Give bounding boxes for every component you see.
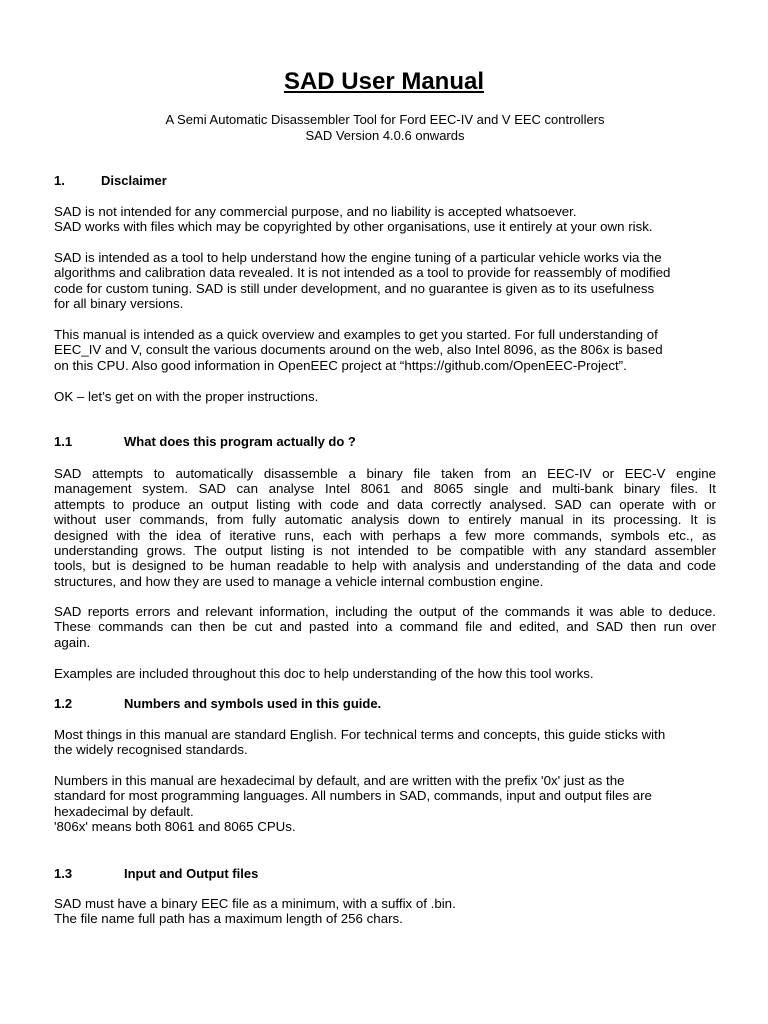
paragraph-line: SAD attempts to automatically disassemble a binary file taken from an EEC-IV or EEC-V engine bbox=[54, 466, 716, 481]
section-heading-disclaimer bbox=[54, 173, 167, 189]
paragraph-line: SAD is intended as a tool to help understand how the engine tuning of a particular vehicle works via the bbox=[54, 250, 662, 265]
paragraph-1-3-1 bbox=[54, 896, 716, 927]
paragraph-line: algorithms and calibration data revealed. It is not intended as a tool to provide for reassembly of modified bbox=[54, 265, 671, 281]
paragraph-line: Numbers in this manual are hexadecimal by default, and are written with the prefix '0x' just as the bbox=[54, 773, 625, 788]
section-heading-1-1 bbox=[54, 434, 356, 450]
document-title: SAD User Manual bbox=[283, 68, 485, 95]
section-title: Input and Output files bbox=[124, 866, 259, 881]
paragraph-line: Most things in this manual are standard English. For technical terms and concepts, this guide sticks with bbox=[54, 727, 666, 742]
paragraph-line: Examples are included throughout this doc to help understanding of the how this tool works. bbox=[54, 666, 594, 681]
paragraph-disclaimer-3 bbox=[54, 327, 716, 373]
section-number: 1. bbox=[54, 173, 65, 188]
section-title: Numbers and symbols used in this guide. bbox=[124, 696, 382, 711]
section-title: What does this program actually do ? bbox=[124, 434, 356, 449]
paragraph-line: the widely recognised standards. bbox=[54, 742, 248, 758]
section-title: Disclaimer bbox=[101, 173, 167, 188]
paragraph-line: for all binary versions. bbox=[54, 296, 184, 312]
paragraph-line: hexadecimal by default. bbox=[54, 803, 194, 819]
paragraph-line: SAD reports errors and relevant information, including the output of the commands it was able to deduce. bbox=[54, 604, 716, 619]
paragraph-1-2-1 bbox=[54, 727, 716, 758]
paragraph-disclaimer-1 bbox=[54, 204, 716, 235]
paragraph-line: SAD is not intended for any commercial purpose, and no liability is accepted whatsoever. bbox=[54, 204, 577, 219]
paragraph-line: designed with the idea of iterative runs, each with perhaps a few more commands, symbols etc., as bbox=[54, 527, 716, 543]
section-number: 1.2 bbox=[54, 696, 73, 711]
paragraph-line: structures, and how they are used to manage a vehicle internal combustion engine. bbox=[54, 573, 544, 589]
paragraph-line: code for custom tuning. SAD is still under development, and no guarantee is given as to its usefulness bbox=[54, 280, 655, 296]
paragraph-line: management system. SAD can analyse Intel 8061 and 8065 single and multi-bank binary files. It bbox=[54, 481, 716, 497]
paragraph-line: OK – let’s get on with the proper instructions. bbox=[54, 389, 319, 404]
paragraph-1-1-2 bbox=[54, 604, 716, 650]
paragraph-1-2-2 bbox=[54, 773, 716, 835]
paragraph-1-1-1 bbox=[54, 466, 716, 589]
paragraph-line: The file name full path has a maximum length of 256 chars. bbox=[54, 911, 403, 927]
section-heading-1-2 bbox=[54, 696, 382, 712]
paragraph-line: '806x' means both 8061 and 8065 CPUs. bbox=[54, 819, 296, 835]
document-subtitle-line-1: A Semi Automatic Disassembler Tool for Ford EEC-IV and V EEC controllers bbox=[165, 112, 605, 127]
paragraph-line: without user commands, from fully automatic analysis down to entirely manual in its processing. It is bbox=[54, 512, 716, 528]
paragraph-line: understanding grows. The output listing is not intended to be compatible with any standard assembler bbox=[54, 543, 716, 559]
section-number: 1.1 bbox=[54, 434, 73, 449]
paragraph-line: EEC_IV and V, consult the various documents around on the web, also Intel 8096, as the 806x is based bbox=[54, 342, 663, 358]
section-heading-1-3 bbox=[54, 866, 259, 882]
paragraph-line: tools, but is designed to be human readable to help with analysis and understanding of the data and code bbox=[54, 558, 716, 574]
paragraph-line: SAD must have a binary EEC file as a minimum, with a suffix of .bin. bbox=[54, 896, 456, 911]
paragraph-disclaimer-4 bbox=[54, 389, 716, 404]
section-number: 1.3 bbox=[54, 866, 73, 881]
paragraph-line: on this CPU. Also good information in OpenEEC project at “https://github.com/OpenEEC-Project”. bbox=[54, 357, 627, 373]
paragraph-line: These commands can then be cut and pasted into a command file and edited, and SAD then run over bbox=[54, 619, 716, 635]
paragraph-line: SAD works with files which may be copyrighted by other organisations, use it entirely at your own risk. bbox=[54, 219, 653, 235]
paragraph-line: again. bbox=[54, 634, 91, 650]
paragraph-disclaimer-2 bbox=[54, 250, 716, 312]
paragraph-line: standard for most programming languages. All numbers in SAD, commands, input and output files are bbox=[54, 788, 652, 804]
paragraph-line: attempts to produce an output listing with code and data correctly analysed. SAD can operate with or bbox=[54, 496, 716, 512]
paragraph-1-1-3 bbox=[54, 666, 716, 681]
document-subtitle-line-2: SAD Version 4.0.6 onwards bbox=[305, 128, 465, 143]
paragraph-line: This manual is intended as a quick overview and examples to get you started. For full understanding of bbox=[54, 327, 658, 342]
